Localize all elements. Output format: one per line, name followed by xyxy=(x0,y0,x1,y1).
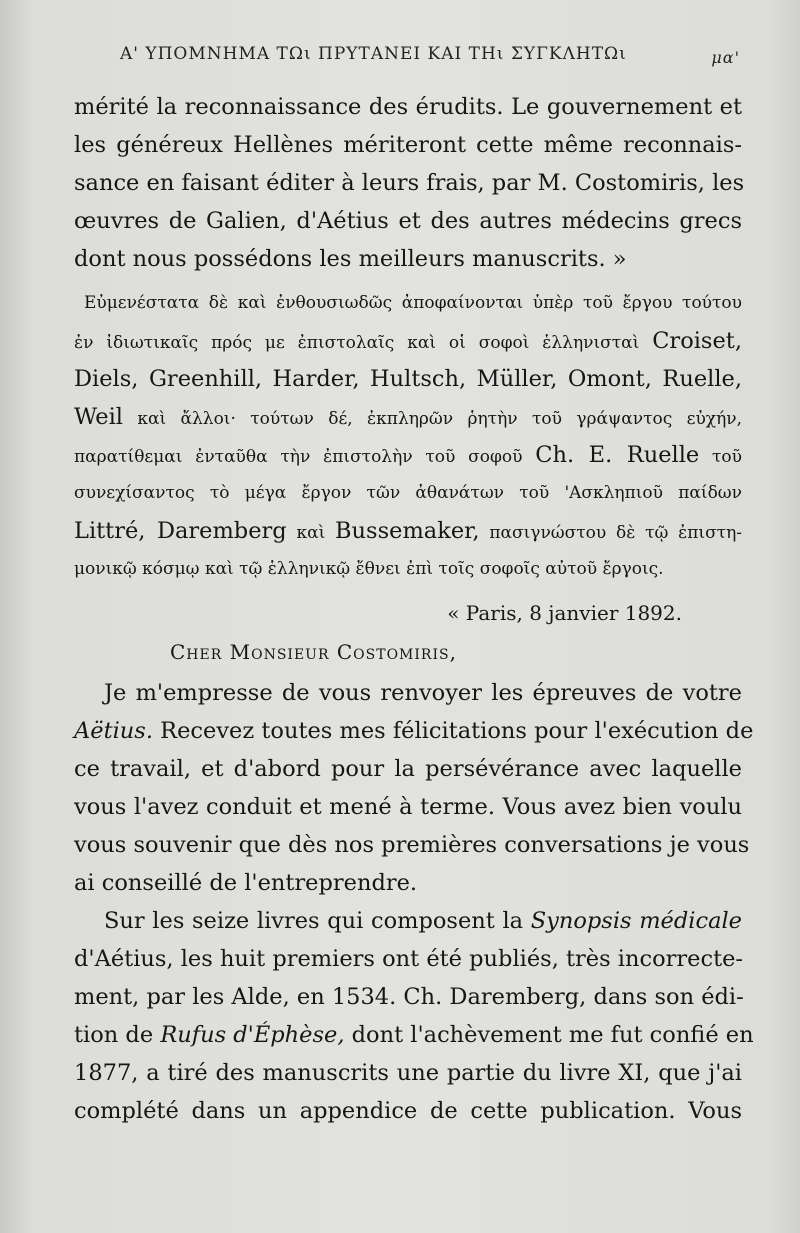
italic-title: Rufus d'Éphèse, xyxy=(160,1022,345,1048)
letter-salutation: Cher Monsieur Costomiris, xyxy=(170,640,457,664)
text-line: vous l'avez conduit et mené à terme. Vous avez bien voulu xyxy=(74,794,742,820)
greek-text: τοῦ xyxy=(712,447,743,467)
text-line: d'Aétius, les huit premiers ont été publiés, très incorrecte- xyxy=(74,946,744,972)
text-line: ai conseillé de l'entreprendre. xyxy=(74,870,418,896)
text-line xyxy=(74,1016,754,1054)
text-line: ce travail, et d'abord pour la persévérance avec laquelle xyxy=(74,756,742,782)
latin-name: Croiset, xyxy=(652,328,742,354)
latin-name: Weil xyxy=(74,404,123,430)
letter-date: « Paris, 8 janvier 1892. xyxy=(447,601,682,625)
text-line: dont nous possédons les meilleurs manuscrits. » xyxy=(74,246,627,272)
page-number: μα' xyxy=(711,48,740,67)
greek-text: καὶ xyxy=(296,523,326,543)
text-line: 1877, a tiré des manuscrits une partie du livre XI, que j'ai xyxy=(74,1060,742,1086)
letter-paragraph xyxy=(74,902,754,1130)
text-line: ment, par les Alde, en 1534. Ch. Daremberg, dans son édi- xyxy=(74,984,744,1010)
paragraph-greek xyxy=(74,284,742,588)
greek-line: μονικῷ κόσμῳ καὶ τῷ ἑλληνικῷ ἔθνει ἐπὶ τοῖς σοφοῖς αὐτοῦ ἔργοις. xyxy=(74,559,664,579)
text-line: complété dans un appendice de cette publication. Vous xyxy=(74,1098,742,1124)
greek-text: πασιγνώστου δὲ τῷ ἐπιστη- xyxy=(489,523,743,543)
text-span: Sur les seize livres qui composent la xyxy=(104,908,524,934)
text-line: Je m'empresse de vous renvoyer les épreuves de votre xyxy=(104,680,742,706)
greek-text: ἐν ἰδιωτικαῖς πρός με ἐπιστολαῖς καὶ οἱ σοφοὶ ἑλληνισταὶ xyxy=(74,333,640,353)
text-line: œuvres de Galien, d'Aétius et des autres médecins grecs xyxy=(74,208,742,234)
greek-text: καὶ ἄλλοι· τούτων δέ, ἐκπληρῶν ῥητὴν τοῦ γράψαντος εὐχήν, xyxy=(137,409,743,429)
text-span: Recevez toutes mes félicitations pour l'exécution de xyxy=(160,718,754,744)
greek-line xyxy=(74,436,742,474)
latin-name: Littré, Daremberg xyxy=(74,518,287,544)
text-line: les généreux Hellènes mériteront cette même reconnais- xyxy=(74,132,742,158)
text-line xyxy=(74,712,754,750)
text-line xyxy=(74,902,742,940)
latin-name: Bussemaker, xyxy=(335,518,480,544)
greek-line xyxy=(74,512,742,550)
letter-paragraph xyxy=(74,674,754,902)
running-title: Α' ΥΠΟΜΝΗΜΑ ΤΩι ΠΡΥΤΑΝΕΙ ΚΑΙ ΤΗι ΣΥΓΚΛΗΤΩι xyxy=(120,44,627,64)
greek-line: Εὐμενέστατα δὲ καὶ ἐνθουσιωδῶς ἀποφαίνονται ὑπὲρ τοῦ ἔργου τούτου xyxy=(84,293,742,313)
paragraph-french-intro xyxy=(74,88,745,278)
greek-line xyxy=(74,322,742,360)
italic-title: Synopsis médicale xyxy=(530,908,742,934)
latin-names-line: Diels, Greenhill, Harder, Hultsch, Müller, Omont, Ruelle, xyxy=(74,366,742,392)
text-line: sance en faisant éditer à leurs frais, par M. Costomiris, les xyxy=(74,170,745,196)
latin-name: Ch. E. Ruelle xyxy=(535,442,700,468)
text-line: vous souvenir que dès nos premières conversations je vous xyxy=(74,832,750,858)
page-body xyxy=(74,88,754,1130)
greek-line: συνεχίσαντος τὸ μέγα ἔργον τῶν ἀθανάτων τοῦ 'Ασκληπιοῦ παίδων xyxy=(74,483,742,503)
italic-title: Aëtius. xyxy=(74,718,153,744)
greek-line xyxy=(74,398,742,436)
greek-text: παρατίθεμαι ἐνταῦθα τὴν ἐπιστολὴν τοῦ σοφοῦ xyxy=(74,447,523,467)
text-span: tion de xyxy=(74,1022,154,1048)
text-span: dont l'achèvement me fut confié en xyxy=(351,1022,754,1048)
text-line: mérité la reconnaissance des érudits. Le gouvernement et xyxy=(74,94,742,120)
running-head xyxy=(120,44,740,67)
